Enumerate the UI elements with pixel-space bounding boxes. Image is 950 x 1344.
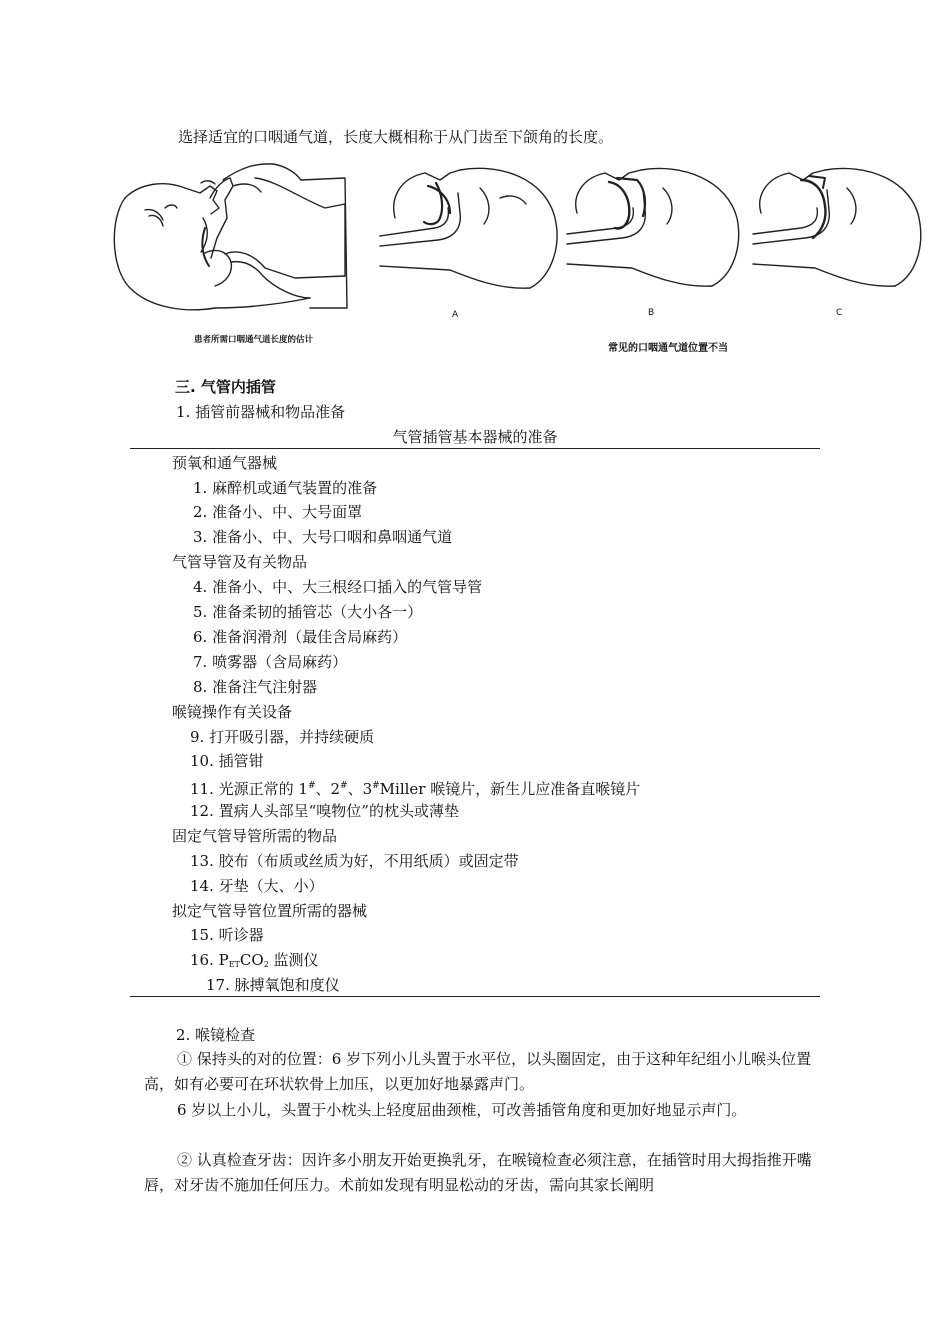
item-text: CO	[239, 951, 264, 969]
table-item: 2. 准备小、中、大号面罩	[193, 503, 363, 521]
subsection-heading: 2. 喉镜检查	[176, 1026, 256, 1044]
figure-label-a: A	[452, 310, 459, 320]
item-text: 监测仪	[268, 951, 319, 969]
table-item: 15. 听诊器	[190, 926, 264, 944]
table-item	[190, 950, 319, 975]
measure-panel	[114, 164, 347, 310]
table-item: 12. 置病人头部呈“嗅物位”的枕头或薄垫	[190, 802, 459, 820]
table-top-rule	[130, 448, 820, 449]
table-item: 10. 插管钳	[190, 752, 264, 770]
table-title: 气管插管基本器械的准备	[392, 428, 558, 446]
table-category: 固定气管导管所需的物品	[172, 827, 338, 845]
table-category: 气管导管及有关物品	[172, 553, 308, 571]
subscript: ET	[228, 960, 240, 969]
item-text: 11. 光源正常的 1	[190, 780, 308, 798]
table-category: 喉镜操作有关设备	[172, 703, 293, 721]
airway-panel-c	[753, 168, 921, 286]
figure-label-c: C	[836, 308, 843, 318]
superscript: #	[340, 781, 348, 791]
subsection-heading: 1. 插管前器械和物品准备	[176, 403, 346, 421]
figure-caption-right: 常见的口咽通气道位置不当	[608, 343, 728, 354]
table-item: 4. 准备小、中、大三根经口插入的气管导管	[193, 578, 483, 596]
table-item: 13. 胶布（布质或丝质为好，不用纸质）或固定带	[190, 852, 519, 870]
paragraph: 6 岁以上小儿，头置于小枕头上轻度屈曲颈椎，可改善插管角度和更加好地显示声门。	[177, 1101, 747, 1119]
item-text: 16. P	[190, 951, 229, 969]
intro-text: 选择适宜的口咽通气道，长度大概相称于从门齿至下颌角的长度。	[178, 128, 614, 146]
paragraph: ① 保持头的对的位置：6 岁下列小儿头置于水平位，以头圈固定，由于这种年纪组小儿喉头位置高，如有必要可在环状软骨上加压，以更加好地暴露声门。	[144, 1050, 812, 1093]
table-item: 3. 准备小、中、大号口咽和鼻咽通气道	[193, 528, 453, 546]
table-bottom-rule	[130, 996, 820, 997]
airway-figure	[105, 158, 925, 358]
subscript: 2	[263, 960, 269, 969]
table-item: 14. 牙垫（大、小）	[190, 877, 324, 895]
airway-illustration	[105, 158, 925, 358]
figure-label-b: B	[648, 308, 655, 318]
table-category: 预氧和通气器械	[172, 454, 278, 472]
airway-panel-a	[380, 168, 557, 288]
item-text: 、2	[315, 780, 341, 798]
table-item: 9. 打开吸引器，并持续硬质	[190, 728, 375, 746]
superscript: #	[372, 781, 380, 791]
item-text: 、3	[347, 780, 373, 798]
table-item: 8. 准备注气注射器	[193, 678, 318, 696]
airway-panel-b	[567, 168, 739, 286]
table-item: 6. 准备润滑剂（最佳含局麻药）	[193, 628, 408, 646]
table-item: 17. 脉搏氧饱和度仪	[206, 976, 340, 994]
table-item: 1. 麻醉机或通气装置的准备	[193, 479, 378, 497]
figure-caption-left: 患者所需口咽通气道长度的估计	[194, 335, 314, 345]
table-item: 5. 准备柔韧的插管芯（大小各一）	[193, 603, 423, 621]
table-category: 拟定气管导管位置所需的器械	[172, 902, 368, 920]
section-heading: 三. 气管内插管	[175, 378, 276, 396]
item-text: Miller 喉镜片，新生儿应准备直喉镜片	[379, 780, 641, 798]
paragraph: ② 认真检查牙齿：因许多小朋友开始更换乳牙，在喉镜检查必须注意，在插管时用大拇指推开嘴唇，对牙齿不施加任何压力。术前如发现有明显松动的牙齿，需向其家长阐明	[144, 1151, 812, 1194]
table-item: 7. 喷雾器（含局麻药）	[193, 653, 348, 671]
table-item	[190, 776, 640, 799]
superscript: #	[307, 781, 316, 791]
